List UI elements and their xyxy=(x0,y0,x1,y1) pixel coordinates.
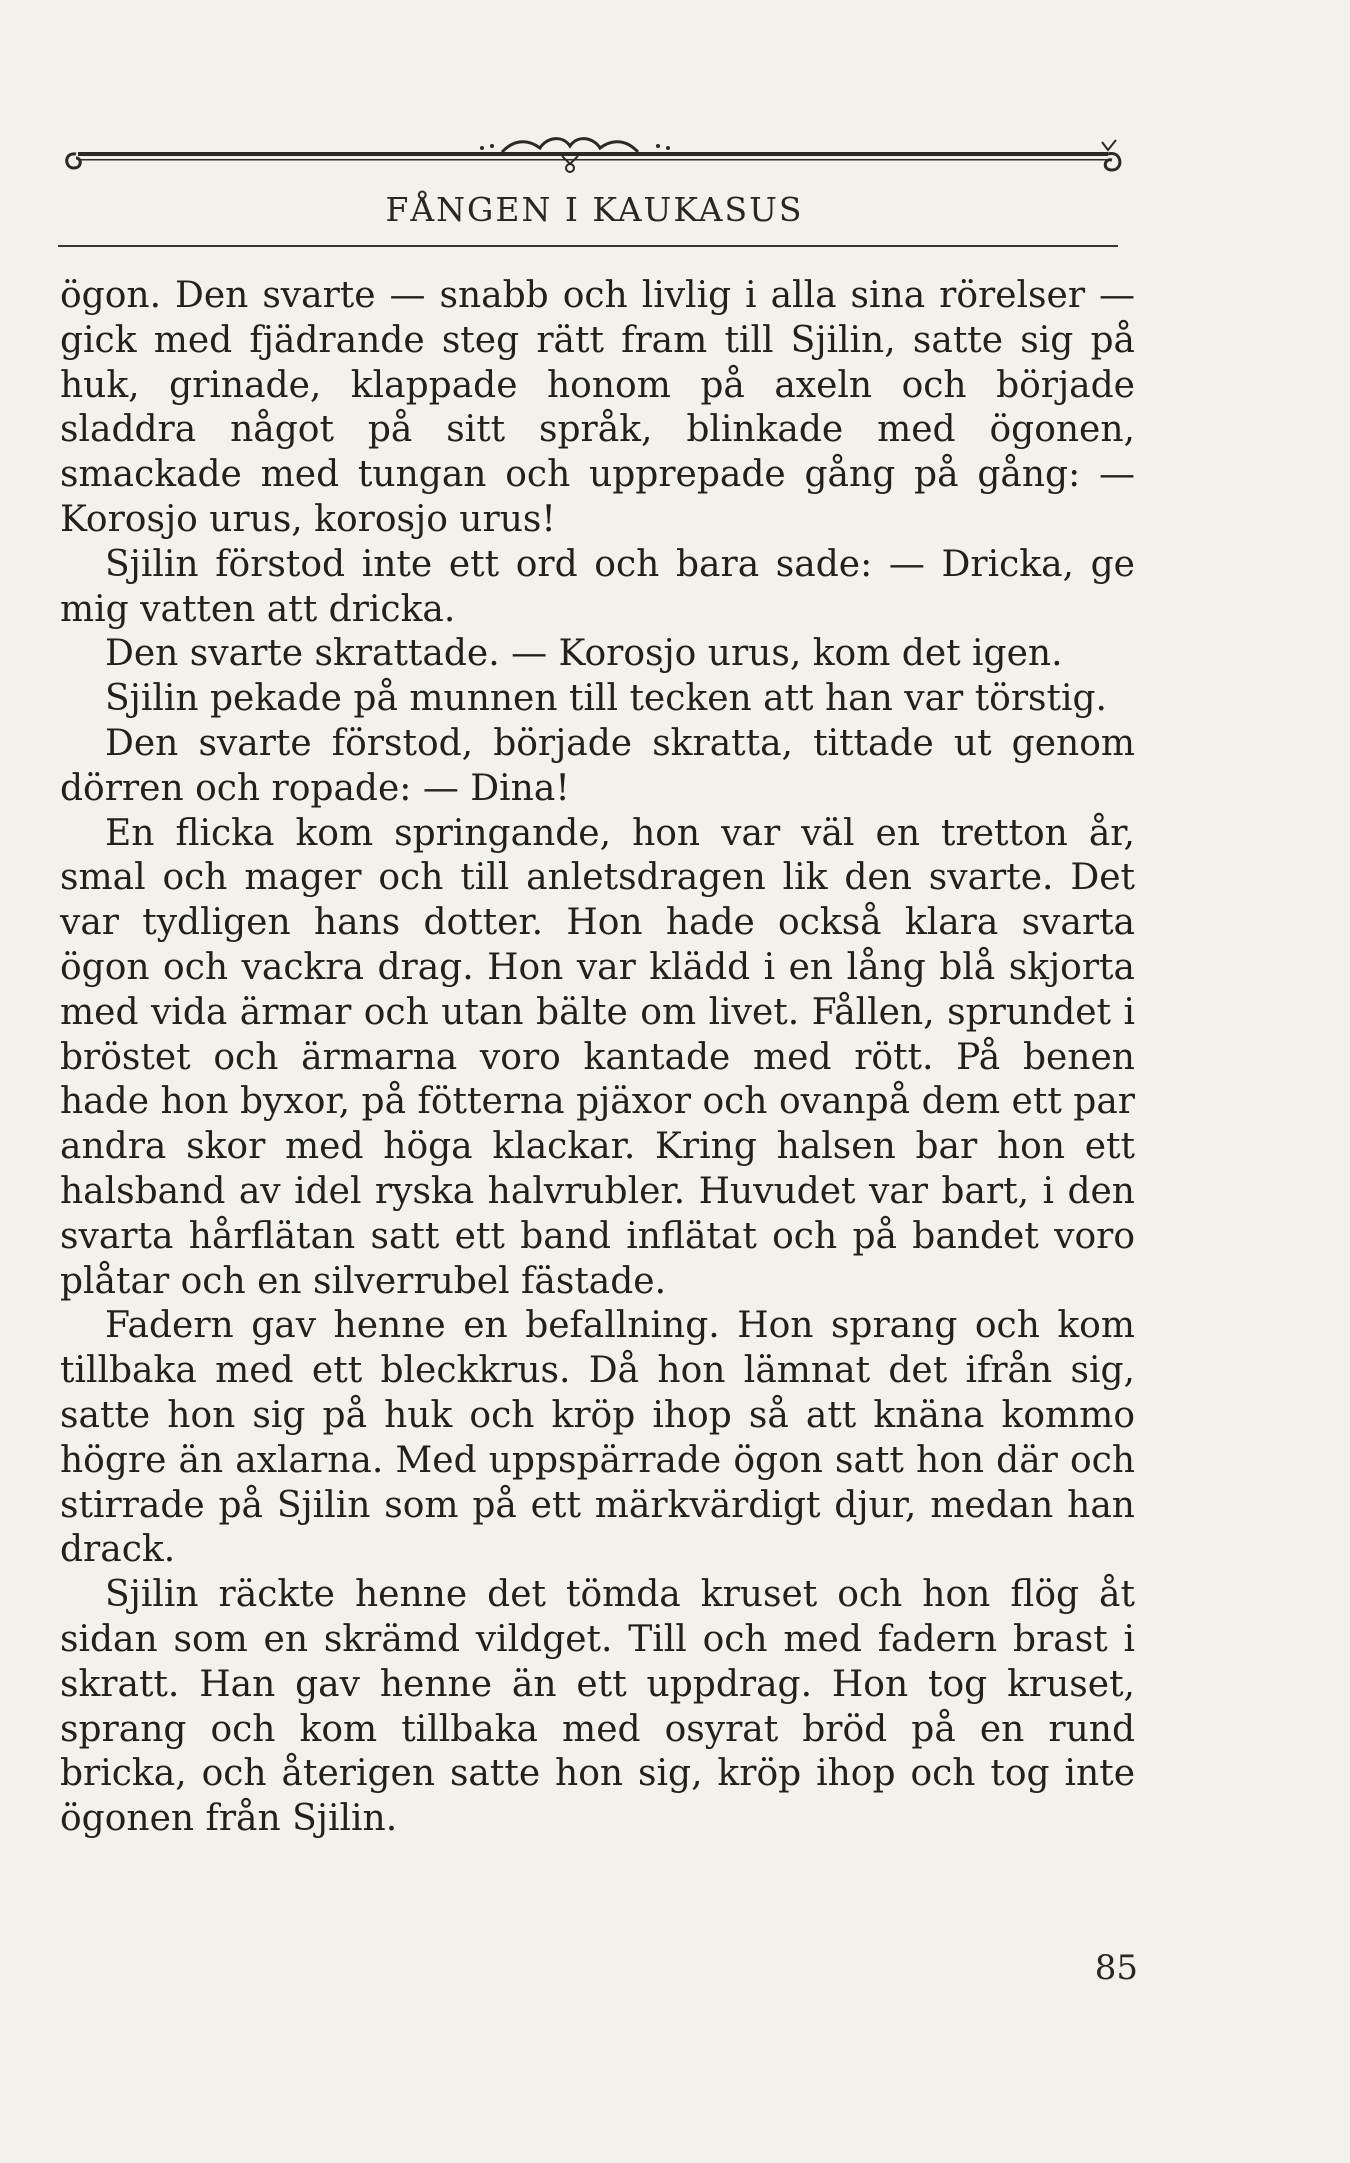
paragraph: Sjilin förstod inte ett ord och bara sade: — Dricka, ge mig vatten att dricka. xyxy=(60,543,1135,630)
header-ornament xyxy=(62,128,1127,192)
header-rule xyxy=(58,245,1118,247)
paragraph: Den svarte förstod, började skratta, tittade ut genom dörren och ropade: — Dina! xyxy=(60,722,1135,809)
paragraph: En flicka kom springande, hon var väl en tretton år, smal och mager och till anletsdragen lik den svarte. Det var tydligen hans dotter. Hon hade också klara svarta ögon och vackra drag. Hon var klädd i en lång blå skjorta med vida ärmar och utan bälte om livet. Fållen, sprundet i bröstet och ärmarna voro kantade med rött. På benen hade hon byxor, på fötterna pjäxor och ovanpå dem ett par andra skor med höga klackar. Kring halsen bar hon ett halsband av idel ryska halvrubler. Huvudet var bart, i den svarta hårflätan satt ett band inflätat och på bandet voro plåtar och en silverrubel fästade. xyxy=(60,812,1135,1302)
paragraph: ögon. Den svarte — snabb och livlig i alla sina rörelser — gick med fjädrande steg rätt fram till Sjilin, satte sig på huk, grinade, klappade honom på axeln och började sladdra något på sitt språk, blinkade med ögonen, smackade med tungan och upprepade gång på gång: — Korosjo urus, korosjo urus! xyxy=(60,275,1135,540)
paragraph: Sjilin pekade på munnen till tecken att han var törstig. xyxy=(105,678,1107,720)
page-number: 85 xyxy=(1094,1948,1138,1988)
body-text xyxy=(60,274,1135,1842)
paragraph: Den svarte skrattade. — Korosjo urus, kom det igen. xyxy=(105,633,1063,675)
paragraph: Fadern gav henne en befallning. Hon sprang och kom tillbaka med ett bleckkrus. Då hon lämnat det ifrån sig, satte hon sig på huk och kröp ihop så att knäna kommo högre än axlarna. Med uppspärrade ögon satt hon där och stirrade på Sjilin som på ett märkvärdigt djur, medan han drack. xyxy=(60,1305,1135,1571)
paragraph: Sjilin räckte henne det tömda kruset och hon flög åt sidan som en skrämd vildget. Till och med fadern brast i skratt. Han gav henne än ett uppdrag. Hon tog kruset, sprang och kom tillbaka med osyrat bröd på en rund bricka, och återigen satte hon sig, kröp ihop och tog inte ögonen från Sjilin. xyxy=(60,1574,1135,1840)
running-title: FÅNGEN I KAUKASUS xyxy=(385,190,804,229)
